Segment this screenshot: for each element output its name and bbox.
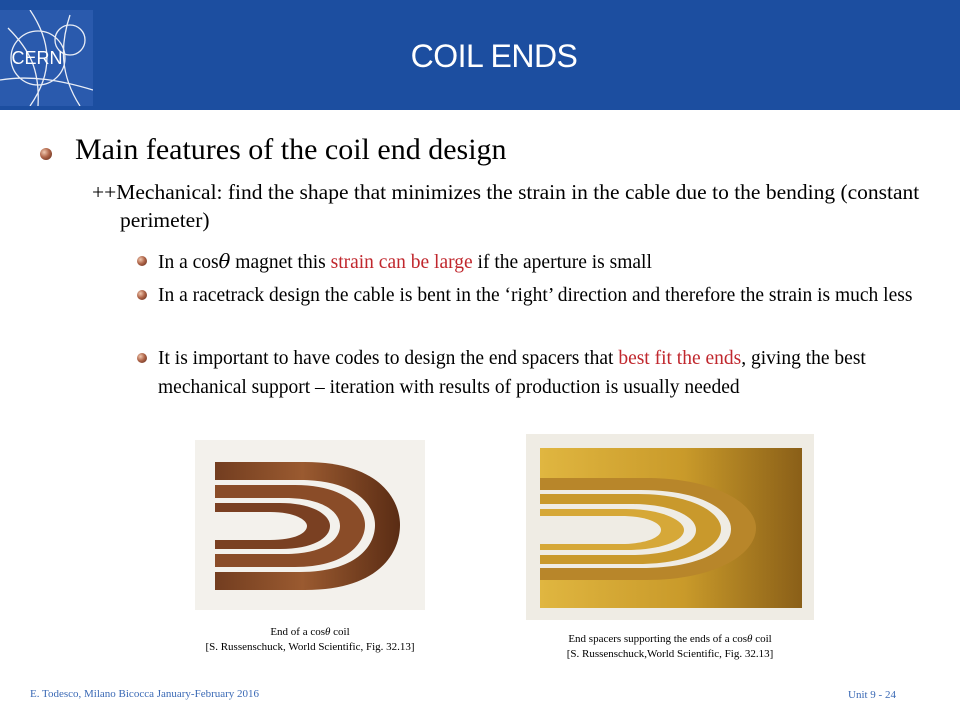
slide-title: COIL ENDS <box>410 38 578 74</box>
sub-bullet-marker: ++ <box>92 180 117 204</box>
bullet-icon <box>137 256 147 266</box>
bullet-icon <box>137 353 147 363</box>
bullet-icon <box>40 148 52 160</box>
item-3: It is important to have codes to design the end spacers that best fit the ends, giving the best mechanical support – iteration with results of production is usually needed <box>158 348 866 398</box>
figure-caption: End of a cosθ coil [S. Russenschuck, World Scientific, Fig. 32.13] <box>205 626 415 653</box>
svg-text:CERN: CERN <box>11 48 63 68</box>
item-2: In a racetrack design the cable is bent in the ‘right’ direction and therefore the strain is much less <box>158 285 913 306</box>
item-1: In a cosθ magnet this strain can be large if the aperture is small <box>158 250 652 273</box>
highlight-text: best fit the ends <box>618 348 742 369</box>
highlight-text: strain can be large <box>330 252 473 273</box>
footer-page-number: Unit 9 - 24 <box>848 689 896 701</box>
footer-author: E. Todesco, Milano Bicocca January-February 2016 <box>30 688 260 700</box>
theta-symbol: θ <box>218 250 231 273</box>
header-band <box>0 0 960 110</box>
sub-bullet-text: Mechanical: find the shape that minimizes the strain in the cable due to the bending (constant perimeter) <box>116 180 920 232</box>
end-spacers-photo <box>526 434 814 620</box>
bullet-icon <box>137 290 147 300</box>
sub-bullet <box>92 178 960 234</box>
coil-end-photo <box>195 440 425 610</box>
main-bullet-text: Main features of the coil end design <box>75 133 507 166</box>
figure-caption: End spacers supporting the ends of a cosθ coil [S. Russenschuck,World Scientific, Fig. 32.13] <box>566 633 774 660</box>
